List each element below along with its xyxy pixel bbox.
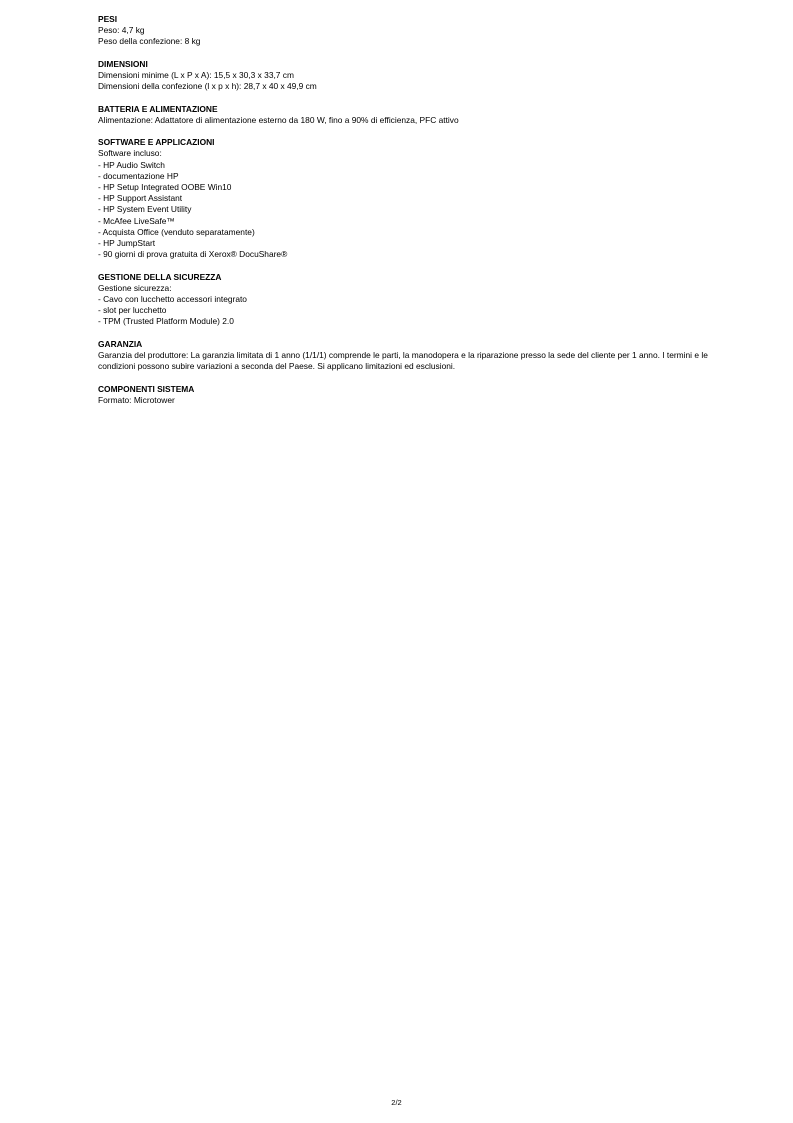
section-line: - slot per lucchetto — [98, 305, 167, 316]
section-line: Garanzia del produttore: La garanzia limitata di 1 anno (1/1/1) comprende le parti, la manodopera e la riparazione presso la sede del cliente per 1 anno. I termini e le condizioni possono subire variazioni a seconda del Paese. Si applicano limitazioni ed esclusioni. — [98, 350, 711, 372]
section-line: Dimensioni della confezione (l x p x h): 28,7 x 40 x 49,9 cm — [98, 81, 317, 92]
section-line: - Acquista Office (venduto separatamente) — [98, 226, 255, 237]
section-title: DIMENSIONI — [98, 58, 148, 69]
section-line: - HP Audio Switch — [98, 159, 165, 170]
section-line: - 90 giorni di prova gratuita di Xerox® DocuShare® — [98, 249, 288, 260]
section-batteria — [98, 104, 738, 126]
section-line: Formato: Microtower — [98, 394, 175, 405]
section-title: SOFTWARE E APPLICAZIONI — [98, 137, 215, 148]
section-line: Peso della confezione: 8 kg — [98, 36, 201, 47]
section-dimensioni — [98, 59, 738, 93]
section-line: - TPM (Trusted Platform Module) 2.0 — [98, 316, 234, 327]
section-line: Alimentazione: Adattatore di alimentazione esterno da 180 W, fino a 90% di efficienza, PFC attivo — [98, 114, 459, 125]
section-garanzia — [98, 339, 738, 373]
section-sicurezza — [98, 272, 738, 328]
section-software — [98, 137, 738, 260]
section-line: - documentazione HP — [98, 170, 179, 181]
section-line: Dimensioni minime (L x P x A): 15,5 x 30,3 x 33,7 cm — [98, 70, 294, 80]
section-title: COMPONENTI SISTEMA — [98, 383, 195, 394]
section-componenti — [98, 384, 738, 406]
section-line: Gestione sicurezza: — [98, 282, 172, 293]
section-line: - HP System Event Utility — [98, 204, 192, 215]
section-line: - HP Support Assistant — [98, 193, 183, 204]
section-line: - McAfee LiveSafe™ — [98, 215, 175, 226]
section-title: GESTIONE DELLA SICUREZZA — [98, 271, 222, 282]
section-line: Peso: 4,7 kg — [98, 25, 145, 36]
section-line: Software incluso: — [98, 148, 162, 159]
section-line: - HP Setup Integrated OOBE Win10 — [98, 182, 232, 192]
document-body — [98, 14, 738, 417]
section-line: - HP JumpStart — [98, 238, 156, 249]
section-line: - Cavo con lucchetto accessori integrato — [98, 294, 247, 305]
page-number: 2/2 — [391, 1098, 402, 1107]
section-title: PESI — [98, 14, 118, 24]
section-pesi — [98, 14, 738, 48]
section-title: BATTERIA E ALIMENTAZIONE — [98, 103, 218, 114]
section-title: GARANZIA — [98, 338, 143, 349]
